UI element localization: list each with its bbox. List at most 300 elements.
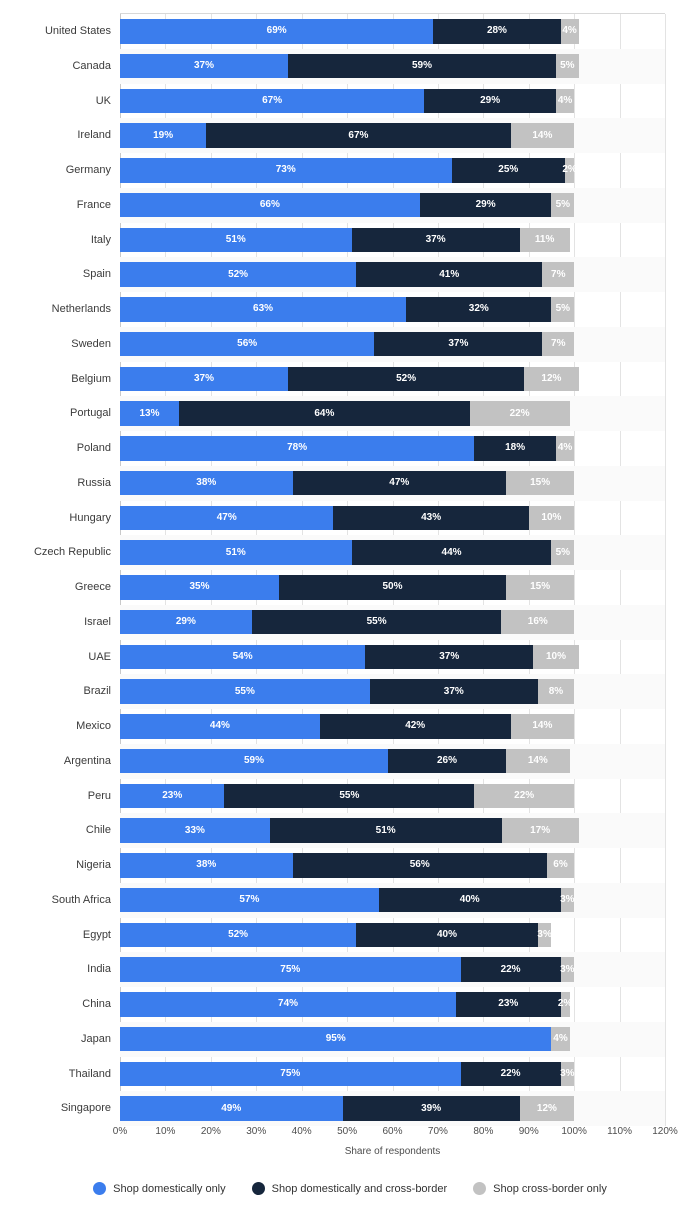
bar-value-label: 37% [194, 372, 215, 384]
bar-value-label: 73% [275, 164, 296, 176]
bar-segment[interactable] [474, 436, 556, 461]
stacked-bar[interactable] [120, 784, 574, 809]
bar-segment[interactable] [547, 853, 574, 878]
x-tick-label: 50% [337, 1126, 358, 1137]
bar-segment[interactable] [279, 575, 506, 600]
x-tick-label: 10% [155, 1126, 176, 1137]
bar-segment[interactable] [352, 228, 520, 253]
bar-segment[interactable] [333, 506, 528, 531]
bar-segment[interactable] [270, 818, 502, 843]
bar-segment[interactable] [120, 923, 356, 948]
bar-segment[interactable] [120, 1096, 343, 1121]
x-axis [112, 1126, 678, 1148]
bar-value-label: 5% [555, 546, 571, 558]
bar-value-label: 4% [557, 442, 573, 454]
bar-value-label: 22% [514, 789, 535, 801]
bar-segment[interactable] [356, 923, 538, 948]
bar-segment[interactable] [424, 89, 556, 114]
bar-value-label: 13% [139, 407, 160, 419]
bar-segment[interactable] [433, 19, 560, 44]
bar-value-label: 22% [509, 407, 530, 419]
category-label: Thailand [68, 1067, 111, 1080]
stacked-bar[interactable] [120, 575, 574, 600]
x-tick-label: 110% [607, 1126, 632, 1137]
bar-segment[interactable] [520, 1096, 575, 1121]
bar-value-label: 10% [541, 511, 562, 523]
stacked-bar[interactable] [120, 645, 579, 670]
bar-segment[interactable] [293, 471, 506, 496]
stacked-bar[interactable] [120, 853, 574, 878]
bar-segment[interactable] [120, 957, 461, 982]
bar-value-label: 23% [498, 998, 519, 1010]
bar-value-label: 49% [221, 1102, 242, 1114]
bar-segment[interactable] [179, 401, 470, 426]
bar-value-label: 95% [325, 1033, 346, 1044]
bar-row [63, 744, 665, 779]
category-label: Portugal [70, 407, 111, 420]
x-tick-label: 100% [561, 1126, 587, 1137]
x-tick-label: 70% [427, 1126, 448, 1137]
bar-segment[interactable] [556, 436, 574, 461]
bar-segment[interactable] [120, 54, 288, 79]
bar-value-label: 39% [421, 1102, 442, 1114]
legend-swatch-icon [473, 1182, 486, 1195]
stacked-bar[interactable] [120, 332, 574, 357]
bar-value-label: 8% [548, 685, 564, 697]
bar-segment[interactable] [120, 679, 370, 704]
bar-value-label: 78% [287, 442, 308, 454]
bar-row [60, 1091, 665, 1126]
bar-segment[interactable] [120, 506, 333, 531]
legend-item[interactable] [252, 1182, 447, 1195]
bar-segment[interactable] [506, 749, 570, 774]
bar-segment[interactable] [320, 714, 511, 739]
bar-segment[interactable] [474, 784, 574, 809]
bar-row [72, 49, 665, 84]
bar-value-label: 55% [339, 789, 360, 801]
bar-segment[interactable] [406, 297, 551, 322]
bar-value-label: 7% [551, 338, 566, 349]
category-label: Italy [90, 233, 111, 246]
category-label: Chile [85, 824, 111, 837]
bar-value-label: 14% [527, 755, 548, 766]
stacked-bar[interactable] [120, 297, 574, 322]
category-label: Egypt [82, 928, 111, 941]
bar-value-label: 25% [498, 164, 519, 176]
bar-row [84, 605, 665, 640]
legend-item[interactable] [93, 1182, 226, 1195]
bar-segment[interactable] [502, 818, 579, 843]
stacked-bar[interactable] [120, 679, 574, 704]
bar-value-label: 3% [560, 963, 575, 975]
bar-segment[interactable] [293, 853, 547, 878]
bar-row [44, 14, 665, 49]
bar-segment[interactable] [501, 610, 574, 635]
bar-value-label: 63% [253, 303, 274, 315]
stacked-bar[interactable] [120, 818, 579, 843]
bar-row [82, 257, 665, 292]
x-tick-label: 60% [382, 1126, 403, 1137]
legend-label: Shop domestically only [113, 1182, 226, 1195]
category-label: Belgium [71, 372, 111, 385]
x-tick-label: 90% [518, 1126, 539, 1137]
bar-segment[interactable] [120, 749, 388, 774]
category-label: Russia [77, 476, 111, 489]
stacked-bar[interactable] [120, 540, 574, 565]
bar-segment[interactable] [343, 1096, 520, 1121]
bar-row [90, 223, 665, 258]
stacked-bar[interactable] [120, 1027, 570, 1052]
category-label: UAE [88, 650, 111, 663]
stacked-bar[interactable] [120, 749, 570, 774]
bar-value-label: 4% [557, 94, 573, 106]
stacked-bar[interactable] [120, 610, 574, 635]
bar-row [33, 535, 665, 570]
bar-segment[interactable] [538, 679, 574, 704]
stacked-bar[interactable] [120, 401, 570, 426]
stacked-bar[interactable] [120, 54, 579, 79]
bar-segment[interactable] [120, 540, 352, 565]
category-label: Netherlands [51, 303, 111, 315]
bar-value-label: 26% [436, 755, 457, 766]
stacked-bar[interactable] [120, 158, 577, 183]
bar-row [77, 118, 665, 153]
bar-value-label: 3% [537, 928, 552, 940]
bar-segment[interactable] [120, 645, 365, 670]
bar-segment[interactable] [120, 610, 252, 635]
bar-value-label: 10% [545, 650, 566, 662]
category-label: Singapore [60, 1102, 111, 1115]
bar-value-label: 43% [421, 511, 442, 523]
category-label: UK [95, 94, 111, 107]
bar-segment[interactable] [524, 367, 579, 392]
bar-segment[interactable] [452, 158, 566, 183]
x-tick-label: 120% [652, 1126, 678, 1137]
bar-value-label: 47% [389, 477, 410, 488]
bar-segment[interactable] [551, 297, 574, 322]
bar-segment[interactable] [120, 575, 279, 600]
category-label: Czech Republic [33, 546, 111, 559]
bar-value-label: 33% [184, 824, 205, 836]
bar-value-label: 37% [443, 685, 464, 697]
bar-value-label: 5% [560, 60, 575, 71]
x-tick-label: 0% [112, 1126, 128, 1137]
stacked-bar[interactable] [120, 228, 570, 253]
bar-value-label: 52% [228, 268, 249, 280]
bar-value-label: 4% [562, 25, 577, 37]
category-label: Nigeria [76, 859, 111, 871]
chart-legend [0, 1182, 700, 1195]
bar-segment[interactable] [120, 471, 293, 496]
category-label: Brazil [83, 685, 111, 698]
bar-segment[interactable] [120, 158, 452, 183]
bar-row [87, 779, 665, 814]
bar-segment[interactable] [288, 367, 524, 392]
bar-value-label: 41% [439, 268, 460, 280]
bar-value-label: 37% [448, 338, 469, 349]
stacked-bar[interactable] [120, 123, 574, 148]
stacked-bar[interactable] [120, 957, 574, 982]
stacked-bar[interactable] [120, 923, 551, 948]
bar-segment[interactable] [551, 540, 574, 565]
bar-value-label: 7% [551, 268, 566, 280]
bar-segment[interactable] [120, 992, 456, 1017]
bar-segment[interactable] [120, 367, 288, 392]
bar-value-label: 37% [194, 60, 215, 71]
bar-segment[interactable] [120, 784, 224, 809]
bar-segment[interactable] [206, 123, 510, 148]
plot-area [33, 14, 665, 1126]
bar-value-label: 66% [259, 199, 280, 210]
bar-value-label: 22% [500, 963, 521, 975]
bar-segment[interactable] [120, 228, 352, 253]
bar-segment[interactable] [470, 401, 570, 426]
bar-segment[interactable] [533, 645, 578, 670]
bar-segment[interactable] [551, 1027, 569, 1052]
category-label: Greece [74, 581, 111, 593]
bar-segment[interactable] [120, 332, 374, 357]
stacked-bar[interactable] [120, 1062, 574, 1087]
bar-segment[interactable] [542, 332, 574, 357]
bar-segment[interactable] [120, 888, 379, 913]
bar-value-label: 56% [237, 338, 258, 349]
stacked-bar[interactable] [120, 367, 579, 392]
bar-segment[interactable] [120, 123, 206, 148]
bar-value-label: 15% [530, 477, 551, 488]
category-label: Israel [84, 615, 111, 628]
bar-row [82, 918, 665, 953]
x-tick-label: 80% [473, 1126, 494, 1137]
legend-item[interactable] [473, 1182, 607, 1195]
stacked-bar[interactable] [120, 714, 574, 739]
legend-label: Shop domestically and cross-border [271, 1182, 448, 1195]
bar-segment[interactable] [420, 193, 552, 218]
category-label: South Africa [51, 893, 111, 906]
bar-value-label: 38% [196, 477, 217, 488]
bar-value-label: 67% [348, 129, 369, 141]
bar-segment[interactable] [461, 957, 561, 982]
stacked-bar[interactable] [120, 471, 574, 496]
bar-row [76, 709, 665, 744]
bar-row [87, 952, 665, 987]
bar-segment[interactable] [388, 749, 506, 774]
bar-row [77, 466, 665, 501]
category-label: Poland [76, 442, 111, 454]
stacked-bar[interactable] [120, 89, 574, 114]
bar-value-label: 19% [153, 129, 174, 141]
bar-value-label: 44% [441, 546, 462, 558]
category-label: Peru [87, 789, 111, 802]
bar-value-label: 55% [234, 685, 255, 697]
bar-segment[interactable] [561, 888, 575, 913]
bar-value-label: 67% [262, 94, 283, 106]
bar-segment[interactable] [511, 123, 575, 148]
bar-row [76, 848, 665, 883]
bar-value-label: 40% [436, 928, 457, 940]
stacked-bar[interactable] [120, 506, 574, 531]
bar-segment[interactable] [561, 1062, 575, 1087]
bar-value-label: 55% [366, 616, 387, 627]
x-tick-label: 20% [200, 1126, 221, 1137]
bar-row [65, 153, 665, 188]
bar-row [76, 188, 665, 223]
bar-segment[interactable] [557, 992, 573, 1017]
bar-segment[interactable] [538, 923, 552, 948]
x-axis-title: Share of respondents [344, 1146, 441, 1157]
bar-value-label: 14% [532, 720, 553, 732]
category-label: France [76, 198, 111, 211]
bar-value-label: 69% [266, 25, 287, 37]
bar-segment[interactable] [551, 193, 574, 218]
bar-row [82, 987, 665, 1022]
bar-row [51, 883, 665, 918]
bar-segment[interactable] [120, 401, 179, 426]
bar-value-label: 12% [536, 1102, 557, 1114]
bar-segment[interactable] [120, 714, 320, 739]
bar-rows [33, 14, 665, 1126]
bar-segment[interactable] [120, 818, 270, 843]
bar-segment[interactable] [374, 332, 542, 357]
category-label: Argentina [63, 754, 111, 767]
bar-value-label: 50% [382, 581, 403, 593]
bar-segment[interactable] [556, 54, 579, 79]
stacked-bar[interactable] [120, 19, 579, 44]
bar-value-label: 59% [243, 755, 264, 766]
bar-value-label: 16% [527, 616, 548, 627]
gridline [665, 14, 666, 1126]
stacked-bar[interactable] [120, 992, 573, 1017]
bar-segment[interactable] [561, 19, 579, 44]
bar-value-label: 5% [555, 199, 571, 210]
bar-value-label: 2% [562, 164, 577, 176]
bar-value-label: 52% [396, 372, 417, 384]
bar-segment[interactable] [365, 645, 533, 670]
legend-swatch-icon [93, 1182, 106, 1195]
bar-value-label: 37% [425, 233, 446, 245]
bar-value-label: 59% [412, 60, 433, 71]
bar-value-label: 3% [560, 894, 575, 905]
stacked-bar[interactable] [120, 1096, 574, 1121]
bar-value-label: 47% [216, 511, 237, 523]
bar-value-label: 3% [560, 1067, 575, 1079]
bar-value-label: 74% [278, 998, 299, 1010]
bar-value-label: 37% [439, 650, 460, 662]
bar-value-label: 2% [557, 998, 573, 1010]
bar-segment[interactable] [252, 610, 502, 635]
x-tick-label: 40% [291, 1126, 312, 1137]
category-label: Spain [82, 268, 111, 281]
bar-segment[interactable] [120, 89, 424, 114]
bar-row [81, 1022, 665, 1057]
bar-value-label: 18% [505, 442, 526, 454]
bar-value-label: 32% [468, 303, 489, 315]
bar-segment[interactable] [561, 957, 575, 982]
bar-value-label: 35% [189, 581, 210, 593]
category-label: China [82, 998, 111, 1010]
bar-row [71, 362, 665, 397]
bar-segment[interactable] [529, 506, 574, 531]
bar-row [85, 813, 665, 848]
bar-row [70, 396, 665, 431]
stacked-bar[interactable] [120, 193, 574, 218]
bar-value-label: 12% [541, 372, 562, 384]
bar-value-label: 51% [225, 546, 246, 558]
bar-segment[interactable] [506, 575, 574, 600]
bar-value-label: 29% [480, 94, 501, 106]
bar-value-label: 28% [486, 25, 507, 37]
legend-swatch-icon [252, 1182, 265, 1195]
bar-segment[interactable] [379, 888, 561, 913]
category-label: Mexico [76, 720, 111, 732]
bar-segment[interactable] [542, 262, 574, 287]
bar-value-label: 64% [314, 407, 335, 419]
bar-value-label: 57% [239, 894, 260, 905]
bar-segment[interactable] [356, 262, 542, 287]
bar-segment[interactable] [506, 471, 574, 496]
bar-segment[interactable] [288, 54, 556, 79]
bar-value-label: 75% [280, 1067, 301, 1079]
bar-value-label: 14% [532, 129, 553, 141]
bar-segment[interactable] [120, 19, 433, 44]
stacked-bar[interactable] [120, 262, 574, 287]
bar-value-label: 22% [500, 1067, 521, 1079]
bar-segment[interactable] [120, 193, 420, 218]
bar-segment[interactable] [520, 228, 570, 253]
bar-segment[interactable] [120, 297, 406, 322]
bar-segment[interactable] [120, 1027, 551, 1052]
bar-value-label: 51% [225, 233, 246, 245]
bar-value-label: 29% [475, 199, 496, 210]
bar-segment[interactable] [461, 1062, 561, 1087]
category-label: United States [44, 25, 111, 37]
bar-segment[interactable] [556, 89, 574, 114]
category-label: Canada [72, 59, 111, 72]
bar-segment[interactable] [120, 262, 356, 287]
bar-segment[interactable] [352, 540, 552, 565]
bar-row [76, 431, 665, 466]
bar-segment[interactable] [120, 436, 474, 461]
bar-value-label: 38% [196, 859, 217, 871]
legend-label: Shop cross-border only [493, 1182, 607, 1195]
bar-segment[interactable] [562, 158, 577, 183]
bar-segment[interactable] [456, 992, 560, 1017]
bar-row [88, 640, 665, 675]
category-label: Japan [81, 1032, 111, 1045]
bar-row [95, 84, 665, 119]
category-label: Ireland [77, 129, 111, 142]
bar-row [68, 1057, 665, 1092]
bar-value-label: 40% [459, 894, 480, 905]
bar-value-label: 4% [553, 1033, 568, 1044]
bar-segment[interactable] [120, 1062, 461, 1087]
bar-segment[interactable] [120, 853, 293, 878]
bar-value-label: 52% [228, 928, 249, 940]
bar-segment[interactable] [370, 679, 538, 704]
bar-value-label: 15% [530, 581, 551, 593]
bar-row [71, 327, 665, 362]
bar-value-label: 29% [175, 616, 196, 627]
stacked-bar[interactable] [120, 888, 574, 913]
category-label: Hungary [69, 511, 111, 524]
bar-value-label: 51% [375, 824, 396, 836]
category-label: Sweden [71, 337, 111, 350]
x-tick-label: 30% [246, 1126, 267, 1137]
bar-segment[interactable] [511, 714, 575, 739]
bar-row [74, 570, 665, 605]
bar-value-label: 11% [534, 233, 555, 245]
stacked-bar[interactable] [120, 436, 574, 461]
bar-segment[interactable] [224, 784, 474, 809]
